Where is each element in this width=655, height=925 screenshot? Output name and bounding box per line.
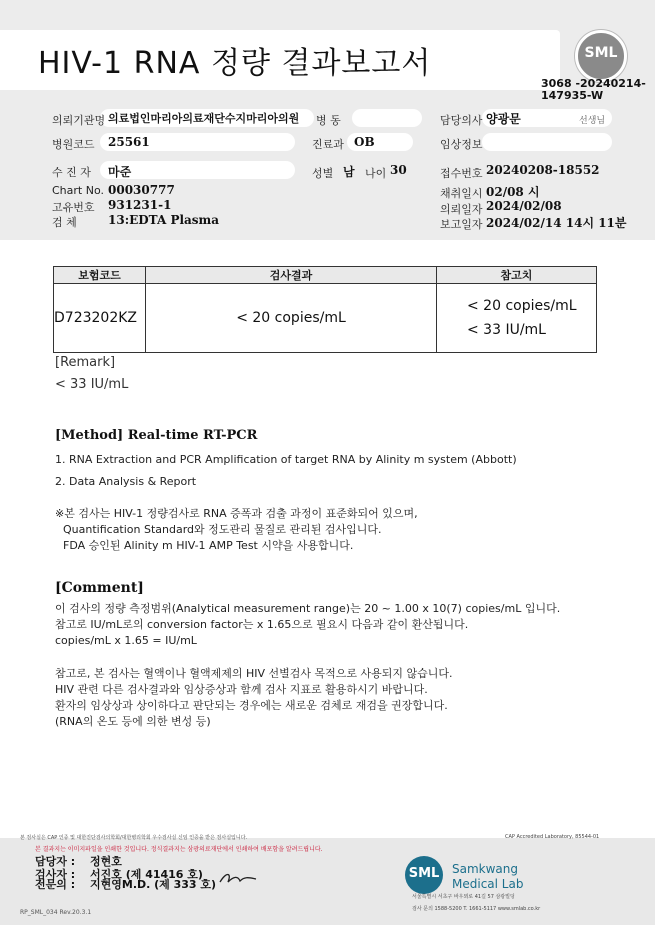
patient-label: 수 진 자 xyxy=(52,166,91,179)
cell-result: < 20 copies/mL xyxy=(146,284,437,353)
comment-line-4: 참고로, 본 검사는 혈액이나 혈액제제의 HIV 선별검사 목적으로 사용되지 않습니다. xyxy=(55,667,453,680)
brand-contact: 검사 문의 1588-5200 T. 1661-5117 www.smlab.co.kr xyxy=(412,906,541,912)
comment-line-7: (RNA의 온도 등에 의한 변성 등) xyxy=(55,715,211,728)
patient-value: 마준 xyxy=(108,165,132,179)
method-note-2: Quantification Standard와 정도관리 물질로 관리된 검사입니다. xyxy=(63,523,382,536)
method-note-3: FDA 승인된 Alinity m HIV-1 AMP Test 시약을 사용합니다. xyxy=(63,539,354,552)
request-value: 2024/02/08 xyxy=(486,199,562,213)
chart-value: 00030777 xyxy=(108,183,175,197)
brand-line-1: Samkwang xyxy=(452,862,518,876)
comment-line-1: 이 검사의 정량 측정범위(Analytical measurement range)는 20 ~ 1.00 x 10(7) copies/mL 입니다. xyxy=(55,602,561,615)
reference-line-2: < 33 IU/mL xyxy=(467,322,546,338)
specimen-label: 검 체 xyxy=(52,216,77,229)
reference-line-1: < 20 copies/mL xyxy=(467,298,577,314)
collect-value: 02/08 시 xyxy=(486,185,540,199)
pill-ward xyxy=(352,109,422,127)
specialist-label: 전문의 : xyxy=(35,878,76,891)
footer-cap: CAP Accredited Laboratory, 85544-01 xyxy=(505,834,600,840)
comment-line-3: copies/mL x 1.65 = IU/mL xyxy=(55,634,197,647)
doctor-suffix: 선생님 xyxy=(579,116,606,126)
sex-label: 성별 xyxy=(312,167,334,180)
collect-label: 채취일시 xyxy=(440,187,483,200)
dept-label: 진료과 xyxy=(312,138,344,151)
hospcode-label: 병원코드 xyxy=(52,138,95,151)
dept-value: OB xyxy=(354,135,375,149)
brand-line-2: Medical Lab xyxy=(452,877,524,891)
tester-label: 검사자 : xyxy=(35,868,76,881)
results-table xyxy=(53,266,597,353)
samkwang-logo-text: SML xyxy=(408,866,440,881)
comment-line-2: 참고로 IU/mL로의 conversion factor는 x 1.65으로 필요시 다음과 같이 환산됩니다. xyxy=(55,618,469,631)
method-note-1: ※본 검사는 HIV-1 정량검사로 RNA 증폭과 검출 과정이 표준화되어 있으며, xyxy=(55,507,418,520)
chart-label: Chart No. xyxy=(52,184,104,197)
doctor-label: 담당의사 xyxy=(440,114,483,127)
table-header-row xyxy=(54,267,597,284)
report-date-label: 보고일자 xyxy=(440,218,483,231)
signature-image xyxy=(218,870,258,886)
form-code: RP_SML_034 Rev.20.3.1 xyxy=(20,909,92,916)
doctor-value: 양광문 xyxy=(486,112,521,126)
method-title: [Method] Real-time RT-PCR xyxy=(55,428,258,443)
age-label: 나이 xyxy=(365,167,387,180)
comment-title: [Comment] xyxy=(55,580,144,596)
method-item-2: 2. Data Analysis & Report xyxy=(55,475,197,488)
receipt-value: 20240208-18552 xyxy=(486,163,600,177)
footer-accreditation: 본 검사실은 CAP 인증 및 대한진단검사의학회/대한병리학회 우수검사실 신임 인증을 받은 검사실입니다. xyxy=(20,835,248,841)
col-header-code: 보험코드 xyxy=(54,267,146,284)
sml-logo xyxy=(575,30,627,82)
col-header-result: 검사결과 xyxy=(146,267,437,284)
logo-text: SML xyxy=(584,45,618,61)
report-title: HIV-1 RNA 정량 결과보고서 xyxy=(38,46,432,81)
receipt-label: 접수번호 xyxy=(440,167,483,180)
report-date-value: 2024/02/14 14시 11분 xyxy=(486,216,627,230)
hospcode-value: 25561 xyxy=(108,135,150,149)
remark-text: < 33 IU/mL xyxy=(55,377,129,392)
age-value: 30 xyxy=(390,163,407,177)
table-row xyxy=(54,284,597,353)
specimen-value: 13:EDTA Plasma xyxy=(108,213,220,227)
samkwang-logo-icon xyxy=(405,856,443,894)
clinical-label: 임상정보 xyxy=(440,138,483,151)
uid-value: 931231-1 xyxy=(108,198,172,212)
institution-value: 의료법인마리아의료재단수지마리아의원 xyxy=(108,112,300,125)
document-number: 3068 -20240214-147935-W xyxy=(541,77,646,102)
institution-label: 의뢰기관명 xyxy=(52,114,106,127)
footer-notice: 본 결과지는 이미지파일을 인쇄한 것입니다. 정식결과지는 삼광의료재단에서 인쇄하여 배포함을 알려드립니다. xyxy=(35,846,323,853)
request-label: 의뢰일자 xyxy=(440,203,483,216)
col-header-reference: 참고치 xyxy=(437,267,597,284)
specialist-value: 지현영M.D. (제 333 호) xyxy=(90,878,217,891)
brand-address: 서울특별시 서초구 바우뫼로 41길 57 삼광빌딩 xyxy=(412,894,515,900)
manager-label: 담당자 : xyxy=(35,855,76,868)
tester-value: 서진호 (제 41416 호) xyxy=(90,868,203,881)
cell-reference xyxy=(437,284,597,353)
remark-label: [Remark] xyxy=(55,355,116,370)
sex-value: 남 xyxy=(343,165,355,179)
uid-label: 고유번호 xyxy=(52,201,95,214)
comment-line-6: 환자의 임상상과 상이하다고 판단되는 경우에는 새로운 검체로 재검을 권장합니다. xyxy=(55,699,448,712)
pill-clinical xyxy=(482,133,612,151)
ward-label: 병 동 xyxy=(316,114,341,127)
manager-value: 정현호 xyxy=(90,855,122,868)
method-item-1: 1. RNA Extraction and PCR Amplification of target RNA by Alinity m system (Abbott) xyxy=(55,453,517,466)
cell-code: D723202KZ xyxy=(54,284,146,353)
comment-line-5: HIV 관련 다른 검사결과와 임상증상과 함께 검사 지표로 활용하시기 바랍니다. xyxy=(55,683,428,696)
